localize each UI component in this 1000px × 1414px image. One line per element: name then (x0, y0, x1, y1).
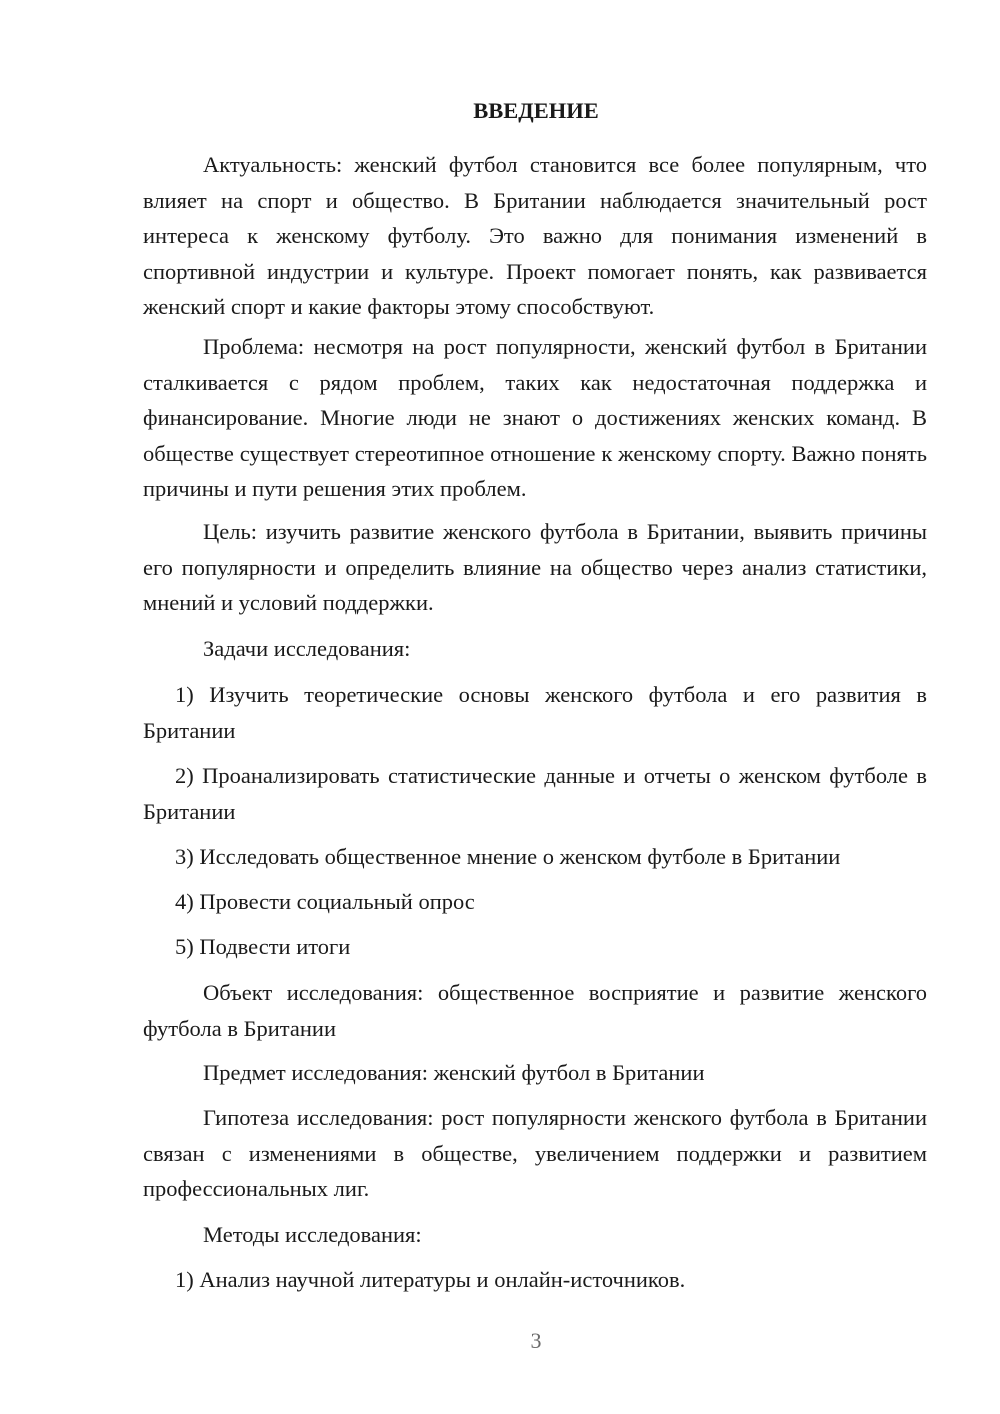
task-item-2: 2) Проанализировать статистические данные и отчеты о женском футболе в Британии (143, 763, 927, 824)
hypothesis-paragraph: Гипотеза исследования: рост популярности женского футбола в Британии связан с изменениями в обществе, увеличением поддержки и развитием профессиональных лиг. (143, 1105, 927, 1201)
section-heading: ВВЕДЕНИЕ (473, 98, 599, 123)
task-item-5: 5) Подвести итоги (175, 934, 351, 959)
page-number: 3 (530, 1328, 542, 1353)
task-item-4: 4) Провести социальный опрос (175, 889, 475, 914)
task-item-3: 3) Исследовать общественное мнение о женском футболе в Британии (175, 844, 841, 869)
relevance-paragraph: Актуальность: женский футбол становится все более популярным, что влияет на спорт и общество. В Британии наблюдается значительный рост интереса к женскому футболу. Это важно для понимания изменений в спортивной индустрии и культуре. Проект помогает понять, как развивается женский спорт и какие факторы этому способствуют. (143, 152, 927, 319)
problem-paragraph: Проблема: несмотря на рост популярности, женский футбол в Британии сталкивается с рядом проблем, таких как недостаточная поддержка и финансирование. Многие люди не знают о достижениях женских команд. В обществе существует стереотипное отношение к женскому спорту. Важно понять причины и пути решения этих проблем. (143, 334, 927, 501)
task-item-1: 1) Изучить теоретические основы женского футбола и его развития в Британии (143, 682, 927, 743)
tasks-heading: Задачи исследования: (203, 636, 411, 661)
goal-paragraph: Цель: изучить развитие женского футбола в Британии, выявить причины его популярности и определить влияние на общество через анализ статистики, мнений и условий поддержки. (143, 519, 927, 615)
methods-heading: Методы исследования: (203, 1222, 422, 1247)
object-paragraph: Объект исследования: общественное восприятие и развитие женского футбола в Британии (143, 980, 927, 1041)
method-item-1: 1) Анализ научной литературы и онлайн-источников. (175, 1267, 686, 1292)
subject-paragraph: Предмет исследования: женский футбол в Британии (203, 1060, 705, 1085)
